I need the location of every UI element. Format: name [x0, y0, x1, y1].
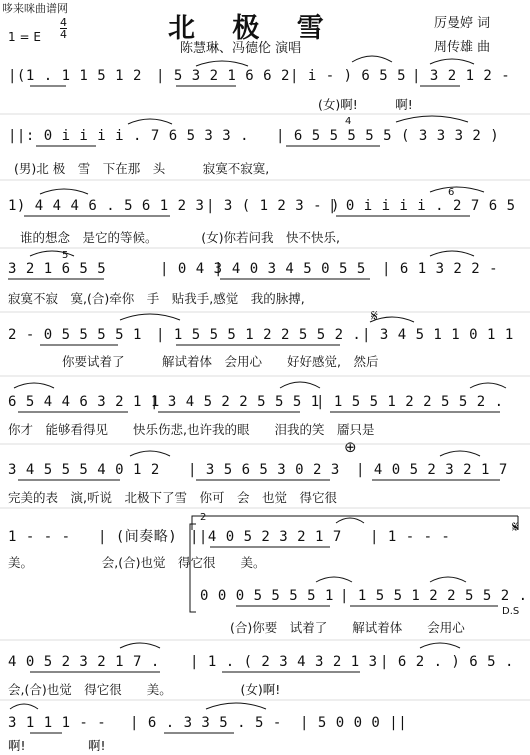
slur	[396, 116, 468, 122]
notation-segment: | 1 5 5 1 2 2 5 5 2 .	[340, 588, 528, 604]
small-superscript-note: 5	[62, 250, 69, 261]
slur	[430, 577, 466, 582]
small-superscript-note: 4	[345, 116, 352, 127]
slur	[10, 704, 38, 709]
song-title: 北 极 雪	[168, 13, 338, 44]
slur	[14, 383, 54, 388]
lyric-line: 你才 能够看得见 快乐伤悲,也许我的眼 泪我的笑 靥只是	[8, 422, 375, 437]
notation-segment: | 1 - - -	[370, 529, 451, 545]
notation-segment: | 1 5 5 5 1 2 2 5 5 2 .	[156, 327, 362, 343]
segno-mark-right: 𝄋	[512, 518, 519, 536]
small-superscript-note: 6	[448, 187, 455, 198]
slur	[430, 251, 474, 256]
lyric-line: 会,(合)也觉 得它很 美。 (女)啊!	[8, 682, 281, 697]
volta-number: 2	[200, 512, 207, 523]
slur	[336, 518, 364, 523]
lyric-line: 你要试着了 解试着体 会用心 好好感觉, 然后	[62, 354, 379, 369]
slur	[430, 187, 484, 192]
slur	[420, 643, 460, 648]
lyric-line: 完美的表 演,听说 北极下了雪 你可 会 也觉 得它很	[8, 490, 337, 505]
lyric-line: (男)北 极 雪 下在那 头 寂寞不寂寞,	[14, 161, 270, 176]
dal-segno-mark: D.S	[502, 606, 520, 617]
notation-segment: 0 0 0 5 5 5 5 1	[200, 588, 334, 604]
lyric-line: (女)啊! 啊!	[318, 97, 413, 112]
notation-segment: | 4 0 3 4 5 0 5 5	[214, 261, 366, 277]
key-signature: 1 = E	[8, 30, 41, 44]
slur	[130, 451, 170, 456]
notation-segment: | 6 1 3 2 2 -	[382, 261, 499, 277]
slur	[280, 382, 320, 388]
slur	[30, 251, 74, 256]
meter-bottom: 4	[60, 28, 67, 41]
slur	[440, 451, 480, 456]
notation-segment: | 5 0 0 0 ||	[300, 715, 408, 731]
notation-segment: | (间奏略)	[98, 529, 178, 545]
slur	[40, 189, 88, 194]
notation-segment: | 4 0 5 2 3 2 1 7	[356, 462, 508, 478]
notation-segment: | 3 5 6 5 3 0 2 3	[188, 462, 340, 478]
lyric-line: 谁的想念 是它的等候。 (女)你若问我 快不快乐,	[20, 230, 340, 245]
slur	[120, 314, 180, 320]
notation-segment: 1) 4 4 4 6 . 5 6 1 2 3	[8, 198, 205, 214]
slur	[206, 703, 266, 709]
notation-segment: | 3 4 5 2 2 5 5 5 1	[150, 394, 320, 410]
slur	[352, 56, 392, 62]
lyric-line: 啊! 啊!	[8, 738, 106, 753]
lyric-line: 美。 会,(合)也觉 得它很 美。	[8, 555, 266, 570]
notation-segment: 4 0 5 2 3 2 1 7 .	[8, 654, 160, 670]
notation-segment: 3 1 1 1 - -	[8, 715, 107, 731]
slur	[370, 317, 414, 322]
slur	[128, 119, 172, 124]
notation-segment: | 3 2 1 2 -	[412, 68, 511, 84]
slur	[430, 59, 474, 64]
slur	[196, 61, 248, 66]
notation-segment: | 6 2 . ) 6 5 .	[380, 654, 514, 670]
notation-segment: 3 2 1 6 5 5	[8, 261, 107, 277]
notation-segment: 2 - 0 5 5 5 5 1	[8, 327, 142, 343]
volta-bracket	[192, 516, 518, 530]
slur	[316, 577, 352, 582]
lyric-line: (合)你要 试着了 解试着体 会用心	[230, 620, 465, 635]
singers: 陈慧琳、冯德伦 演唱	[180, 41, 302, 56]
notation-segment: ||4 0 5 2 3 2 1 7	[190, 529, 342, 545]
notation-segment: ||: 0 i i i i . 7 6 5 3 3 .	[8, 128, 250, 144]
notation-segment: | 3 4 5 1 1 0 1 1	[362, 327, 514, 343]
notation-segment: | 6 5 5 5 5 5 ( 3 3 3 2 )	[276, 128, 500, 144]
coda-mark: ⊕	[344, 438, 357, 456]
notation-segment: | 5 3 2 1 6 6 2	[156, 68, 290, 84]
composer-credit: 周传雄 曲	[434, 40, 491, 55]
notation-segment: 3 4 5 5 5 4 0 1 2	[8, 462, 160, 478]
notation-segment: | 6 . 3 3 5 . 5 -	[130, 715, 282, 731]
slur	[470, 383, 506, 388]
lyricist-credit: 厉曼婷 词	[434, 16, 491, 31]
slur	[120, 643, 160, 648]
notation-segment: | i - ) 6 5 5	[290, 68, 407, 84]
notation-segment: 1 - - -	[8, 529, 71, 545]
notation-segment: | 0 4 3	[160, 261, 223, 277]
site-watermark: 哆来咪曲谱网	[2, 2, 68, 15]
notation-segment: | 0 i i i i . 2 7 6 5	[328, 198, 516, 214]
notation-segment: | 3 ( 1 2 3 - )	[206, 198, 340, 214]
notation-segment: | 1 5 5 1 2 2 5 5 2 .	[316, 394, 504, 410]
lyric-line: 寂寞不寂 寞,(合)牵你 手 贴我手,感觉 我的脉搏,	[8, 291, 305, 306]
notation-segment: 6 5 4 4 6 3 2 1 1	[8, 394, 160, 410]
notation-segment: | 1 . ( 2 3 4 3 2 1 3	[190, 654, 378, 670]
segno-mark: 𝄋	[371, 306, 378, 325]
notation-segment: |(1 . 1 1 5 1 2	[8, 68, 142, 84]
system-bracket	[190, 524, 196, 612]
meter-top: 4	[60, 16, 67, 29]
